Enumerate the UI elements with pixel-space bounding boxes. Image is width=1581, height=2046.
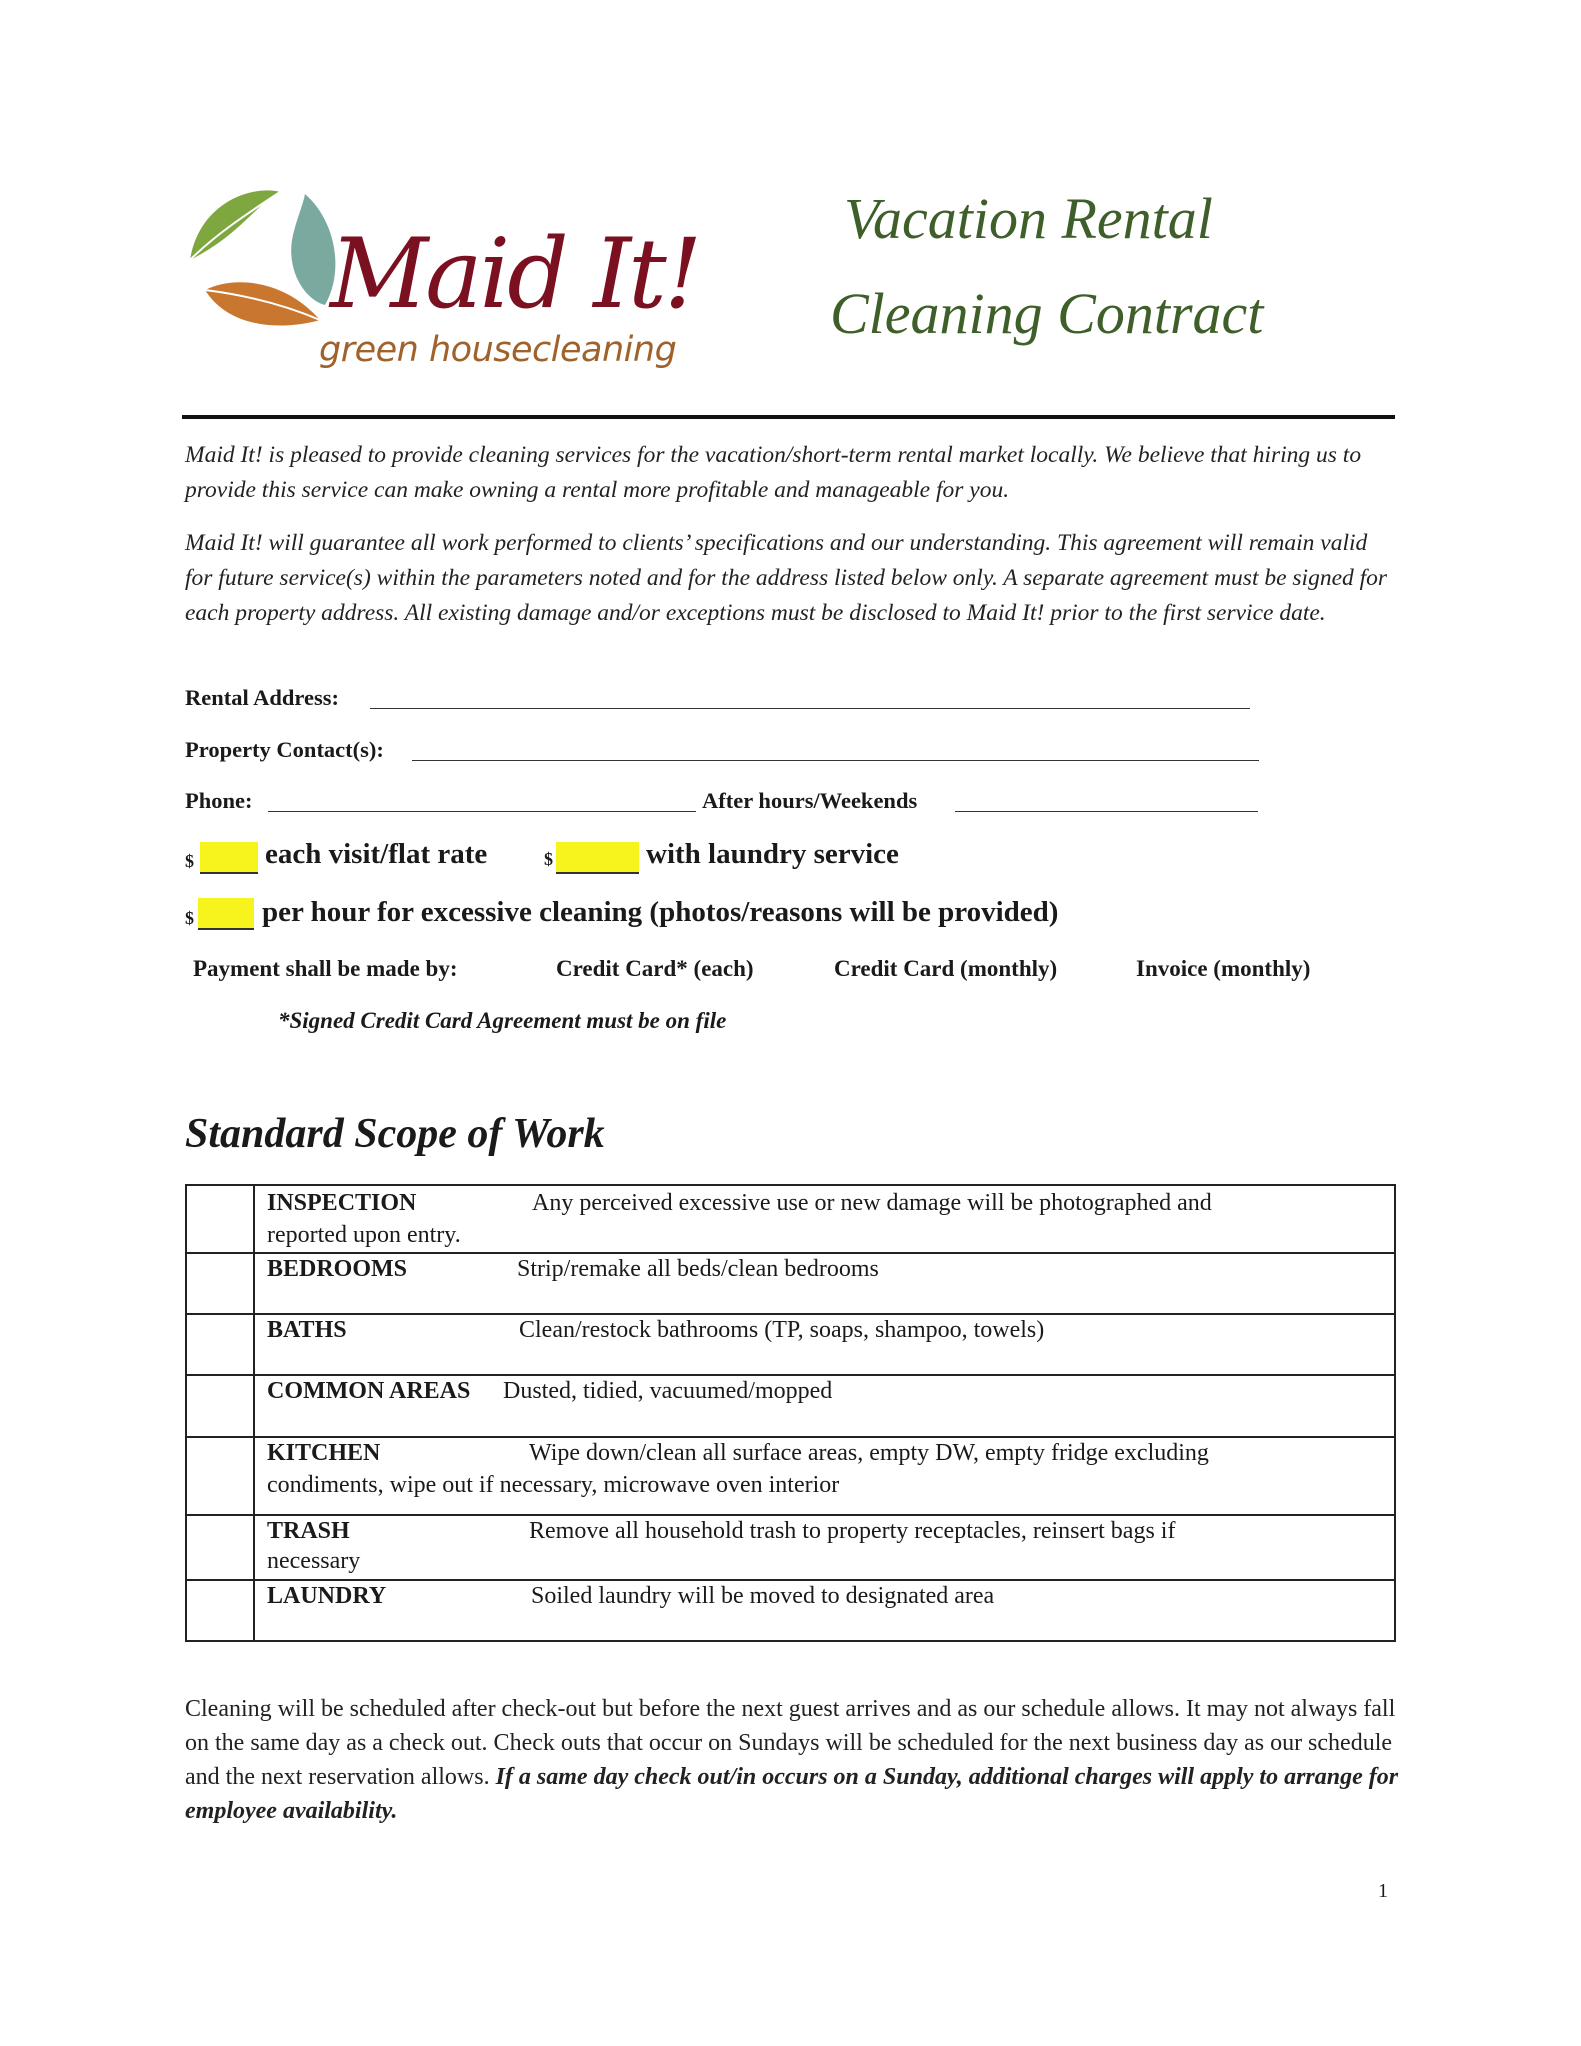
row-description: Dusted, tidied, vacuumed/mopped [503,1378,833,1404]
row-category: LAUNDRY [267,1583,387,1609]
scheduling-text: Cleaning will be scheduled after check-out but before the next guest arrives and as our schedule allows. It may not always fall on the same day as a check out. Check outs that occur on Sundays will be scheduled for the next business day as our schedule and the next reservation allows. [185,1696,1396,1790]
table-row [187,1252,1394,1314]
phone-field[interactable] [268,811,696,812]
table-row [187,1579,1394,1641]
row-description: Strip/remake all beds/clean bedrooms [517,1256,879,1282]
document-title-line2: Cleaning Contract [830,281,1264,346]
row-category: KITCHEN [267,1440,381,1466]
row-category: BATHS [267,1317,347,1343]
row-category: COMMON AREAS [267,1378,471,1404]
table-row [187,1436,1394,1516]
orange-leaf-icon [205,282,320,325]
intro-paragraph-1: Maid It! is pleased to provide cleaning services for the vacation/short-term rental market locally. We believe that hiring us to provide this service can make owning a rental more profitable and manageable for you. [185,442,1362,503]
property-contacts-field[interactable] [412,760,1259,761]
phone-label: Phone: [185,788,253,813]
property-contacts-label: Property Contact(s): [185,737,384,762]
rental-address-label: Rental Address: [185,685,339,710]
logo-wordmark: Maid It! [330,218,700,330]
row-description: Wipe down/clean all surface areas, empty DW, empty fridge excluding [529,1440,1209,1466]
currency-symbol: $ [544,849,553,869]
payment-option-invoice-monthly[interactable]: Invoice (monthly) [1136,956,1311,981]
scope-of-work-table [185,1184,1396,1642]
payment-label: Payment shall be made by: [193,956,458,981]
page-number: 1 [1378,1880,1388,1902]
intro-paragraph-2: Maid It! will guarantee all work performed to clients’ specifications and our understanding. This agreement will remain valid for future service(s) within the parameters noted and for the address listed below only. A separate agreement must be signed for each property address. All existing damage and/or exceptions must be disclosed to Maid It! prior to the first service date. [185,530,1388,626]
after-hours-field[interactable] [955,811,1258,812]
credit-card-note: *Signed Credit Card Agreement must be on file [278,1008,727,1033]
payment-option-credit-card-monthly[interactable]: Credit Card (monthly) [834,956,1058,981]
currency-symbol: $ [185,908,194,928]
after-hours-label: After hours/Weekends [702,788,918,813]
scheduling-emphasis: If a same day check out/in occurs on a Sunday, additional charges will apply to arrange for employee availability. [185,1764,1399,1824]
rental-address-field[interactable] [370,708,1250,709]
row-description: Soiled laundry will be moved to designated area [531,1583,995,1609]
row-description: Clean/restock bathrooms (TP, soaps, shampoo, towels) [519,1317,1045,1343]
row-category: BEDROOMS [267,1256,408,1282]
table-row [187,1313,1394,1375]
table-row [187,1514,1394,1580]
row-category: INSPECTION [267,1190,417,1216]
row-description-continued: necessary [267,1548,361,1574]
scheduling-paragraph [185,1692,1405,1828]
row-description: Any perceived excessive use or new damage will be photographed and [532,1190,1212,1216]
document-title-line1: Vacation Rental [844,186,1213,251]
row-category: TRASH [267,1518,350,1544]
teal-leaf-icon [291,194,335,305]
logo-tagline: green housecleaning [319,330,677,370]
currency-symbol: $ [185,851,194,871]
hourly-rate-label: per hour for excessive cleaning (photos/reasons will be provided) [262,896,1059,928]
flat-rate-amount-field[interactable] [200,842,258,874]
row-description-continued: condiments, wipe out if necessary, microwave oven interior [267,1472,840,1498]
laundry-rate-amount-field[interactable] [556,842,639,874]
table-row [187,1374,1394,1436]
payment-option-credit-card-each[interactable]: Credit Card* (each) [556,956,754,981]
flat-rate-label: each visit/flat rate [265,838,488,870]
company-logo [185,180,700,380]
scope-heading: Standard Scope of Work [185,1111,605,1157]
hourly-rate-amount-field[interactable] [198,898,254,930]
laundry-rate-label: with laundry service [646,838,899,870]
header-divider [182,415,1395,419]
table-row [187,1186,1394,1254]
row-description-continued: reported upon entry. [267,1222,461,1248]
row-description: Remove all household trash to property receptacles, reinsert bags if [529,1518,1176,1544]
